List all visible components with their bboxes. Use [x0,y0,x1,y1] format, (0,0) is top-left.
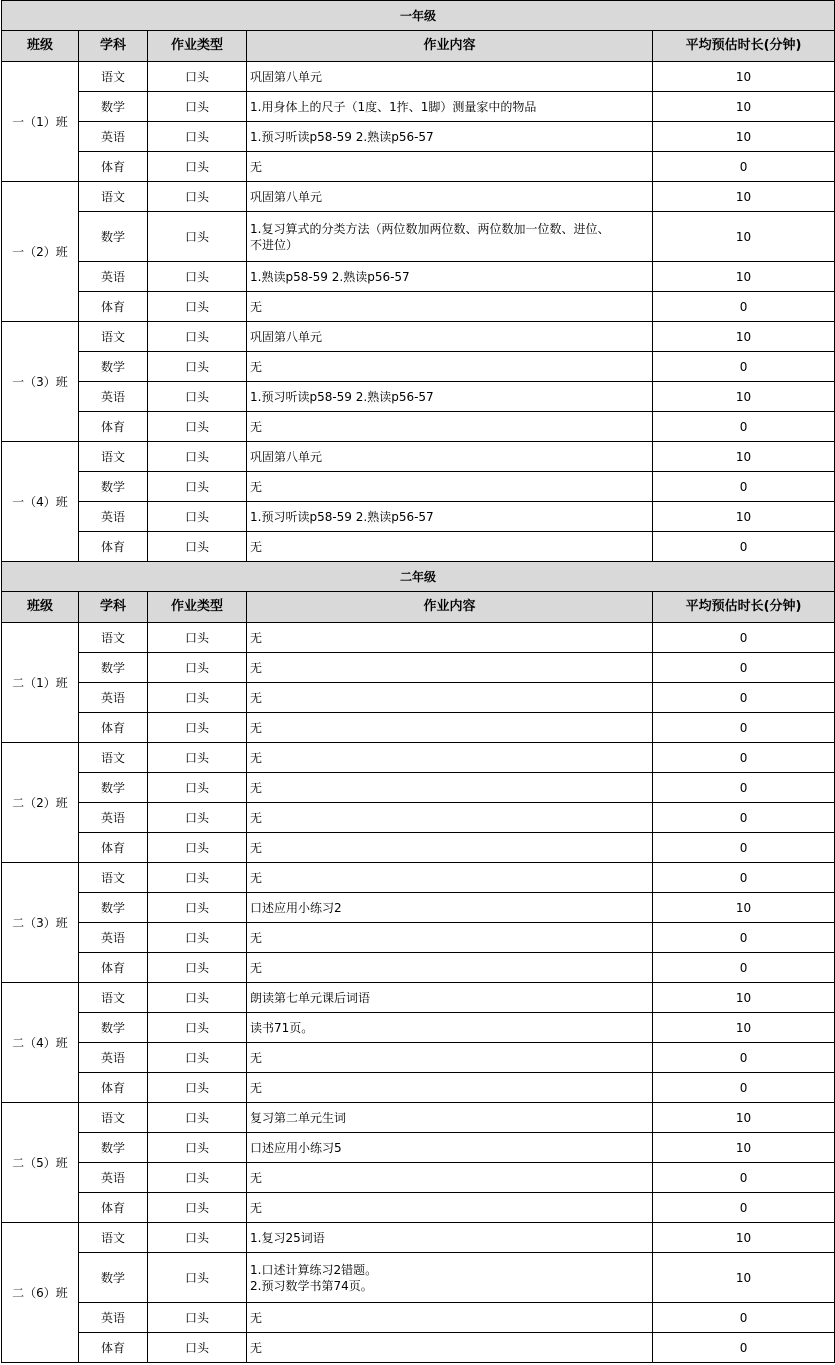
type-cell: 口头 [148,1163,247,1193]
class-name-cell: 二（5）班 [2,1103,79,1223]
content-line: 无 [250,810,263,825]
content-cell [247,1013,653,1043]
grade-title: 一年级 [2,1,835,31]
grade-title-row [2,562,835,592]
duration-cell: 0 [653,653,835,683]
subject-cell: 体育 [79,713,148,743]
table-row [2,743,835,773]
type-cell: 口头 [148,1303,247,1333]
homework-table-body [2,1,835,1363]
content-cell [247,182,653,212]
table-row [2,182,835,212]
table-row [2,382,835,412]
table-row [2,152,835,182]
content-line: 无 [250,539,263,554]
content-line: 无 [250,1170,263,1185]
table-row [2,122,835,152]
table-row [2,1073,835,1103]
duration-cell: 10 [653,322,835,352]
duration-cell: 10 [653,212,835,262]
table-row [2,532,835,562]
content-line: 无 [250,1050,263,1065]
type-cell: 口头 [148,953,247,983]
content-line: 巩固第八单元 [250,329,323,344]
content-cell [247,62,653,92]
table-row [2,683,835,713]
duration-cell: 0 [653,923,835,953]
content-cell [247,262,653,292]
content-cell [247,1253,653,1303]
content-cell [247,382,653,412]
type-cell: 口头 [148,472,247,502]
type-cell: 口头 [148,1013,247,1043]
subject-cell: 英语 [79,803,148,833]
class-name-cell: 二（2）班 [2,743,79,863]
duration-cell: 10 [653,1253,835,1303]
subject-cell: 数学 [79,92,148,122]
subject-cell: 语文 [79,863,148,893]
header-type: 作业类型 [148,31,247,62]
content-cell [247,1103,653,1133]
content-cell [247,923,653,953]
content-cell [247,773,653,803]
content-cell [247,122,653,152]
type-cell: 口头 [148,1103,247,1133]
type-cell: 口头 [148,713,247,743]
content-line: 1.复习25词语 [250,1230,325,1245]
content-cell [247,442,653,472]
duration-cell: 10 [653,1223,835,1253]
duration-cell: 10 [653,62,835,92]
content-line: 1.预习听读p58-59 2.熟读p56-57 [250,129,434,144]
type-cell: 口头 [148,382,247,412]
subject-cell: 语文 [79,442,148,472]
subject-cell: 数学 [79,352,148,382]
content-line: 朗读第七单元课后词语 [250,990,371,1005]
content-cell [247,623,653,653]
duration-cell: 0 [653,152,835,182]
content-line: 无 [250,630,263,645]
table-row [2,983,835,1013]
content-line: 无 [250,720,263,735]
duration-cell: 0 [653,623,835,653]
content-line: 2.预习数学书第74页。 [250,1278,373,1293]
content-line: 无 [250,930,263,945]
table-row [2,292,835,322]
duration-cell: 0 [653,1043,835,1073]
content-cell [247,502,653,532]
type-cell: 口头 [148,122,247,152]
subject-cell: 英语 [79,683,148,713]
duration-cell: 10 [653,983,835,1013]
table-row [2,1303,835,1333]
type-cell: 口头 [148,743,247,773]
subject-cell: 英语 [79,923,148,953]
class-name-cell: 二（3）班 [2,863,79,983]
duration-cell: 0 [653,773,835,803]
type-cell: 口头 [148,1333,247,1363]
content-cell [247,1163,653,1193]
table-row [2,502,835,532]
table-row [2,863,835,893]
type-cell: 口头 [148,212,247,262]
content-line: 复习第二单元生词 [250,1110,347,1125]
subject-cell: 体育 [79,1193,148,1223]
type-cell: 口头 [148,262,247,292]
subject-cell: 英语 [79,1043,148,1073]
table-row [2,893,835,923]
subject-cell: 数学 [79,773,148,803]
type-cell: 口头 [148,863,247,893]
table-row [2,212,835,262]
content-cell [247,292,653,322]
content-cell [247,893,653,923]
duration-cell: 0 [653,1193,835,1223]
grade-title-row [2,1,835,31]
type-cell: 口头 [148,1253,247,1303]
table-row [2,442,835,472]
content-cell [247,92,653,122]
content-line: 无 [250,690,263,705]
header-class: 班级 [2,31,79,62]
content-line: 口述应用小练习5 [250,1140,342,1155]
type-cell: 口头 [148,502,247,532]
content-cell [247,743,653,773]
column-header-row [2,592,835,623]
duration-cell: 0 [653,953,835,983]
header-subject: 学科 [79,592,148,623]
content-line: 无 [250,299,263,314]
table-row [2,1163,835,1193]
content-cell [247,532,653,562]
header-duration: 平均预估时长(分钟) [653,592,835,623]
subject-cell: 语文 [79,623,148,653]
content-line: 无 [250,870,263,885]
type-cell: 口头 [148,1133,247,1163]
header-content: 作业内容 [247,31,653,62]
duration-cell: 0 [653,803,835,833]
content-line: 1.预习听读p58-59 2.熟读p56-57 [250,389,434,404]
subject-cell: 语文 [79,743,148,773]
type-cell: 口头 [148,182,247,212]
type-cell: 口头 [148,623,247,653]
type-cell: 口头 [148,322,247,352]
subject-cell: 语文 [79,322,148,352]
duration-cell: 0 [653,683,835,713]
homework-table [1,0,835,1363]
class-name-cell: 二（4）班 [2,983,79,1103]
content-line: 1.用身体上的尺子（1度、1拃、1脚）测量家中的物品 [250,99,537,114]
subject-cell: 体育 [79,1333,148,1363]
type-cell: 口头 [148,412,247,442]
subject-cell: 体育 [79,1073,148,1103]
type-cell: 口头 [148,62,247,92]
duration-cell: 10 [653,1133,835,1163]
content-cell [247,1223,653,1253]
duration-cell: 0 [653,833,835,863]
header-subject: 学科 [79,31,148,62]
type-cell: 口头 [148,1193,247,1223]
grade-title: 二年级 [2,562,835,592]
header-type: 作业类型 [148,592,247,623]
table-row [2,1043,835,1073]
table-row [2,1223,835,1253]
table-row [2,713,835,743]
subject-cell: 体育 [79,953,148,983]
content-line: 无 [250,840,263,855]
content-line: 无 [250,479,263,494]
content-cell [247,1193,653,1223]
content-line: 无 [250,1340,263,1355]
table-row [2,1333,835,1363]
content-cell [247,683,653,713]
content-cell [247,212,653,262]
type-cell: 口头 [148,983,247,1013]
header-duration: 平均预估时长(分钟) [653,31,835,62]
subject-cell: 英语 [79,382,148,412]
duration-cell: 0 [653,292,835,322]
content-line: 巩固第八单元 [250,449,323,464]
subject-cell: 语文 [79,1223,148,1253]
duration-cell: 10 [653,92,835,122]
type-cell: 口头 [148,532,247,562]
table-row [2,803,835,833]
subject-cell: 数学 [79,1133,148,1163]
table-row [2,833,835,863]
column-header-row [2,31,835,62]
subject-cell: 英语 [79,122,148,152]
subject-cell: 数学 [79,1253,148,1303]
type-cell: 口头 [148,152,247,182]
type-cell: 口头 [148,292,247,322]
table-row [2,623,835,653]
table-row [2,1103,835,1133]
duration-cell: 10 [653,1103,835,1133]
table-row [2,412,835,442]
duration-cell: 10 [653,262,835,292]
duration-cell: 0 [653,532,835,562]
content-line: 无 [250,1200,263,1215]
duration-cell: 10 [653,122,835,152]
class-name-cell: 一（2）班 [2,182,79,322]
type-cell: 口头 [148,923,247,953]
type-cell: 口头 [148,352,247,382]
content-line: 无 [250,419,263,434]
type-cell: 口头 [148,442,247,472]
content-cell [247,322,653,352]
content-cell [247,472,653,502]
type-cell: 口头 [148,773,247,803]
subject-cell: 数学 [79,1013,148,1043]
subject-cell: 体育 [79,412,148,442]
subject-cell: 体育 [79,292,148,322]
duration-cell: 0 [653,472,835,502]
subject-cell: 英语 [79,502,148,532]
content-line: 无 [250,359,263,374]
table-row [2,1193,835,1223]
content-cell [247,352,653,382]
duration-cell: 10 [653,502,835,532]
content-cell [247,152,653,182]
content-cell [247,1333,653,1363]
content-line: 1.预习听读p58-59 2.熟读p56-57 [250,509,434,524]
type-cell: 口头 [148,803,247,833]
duration-cell: 0 [653,1333,835,1363]
subject-cell: 语文 [79,983,148,1013]
content-line: 1.口述计算练习2错题。 [250,1262,378,1277]
content-line: 巩固第八单元 [250,189,323,204]
type-cell: 口头 [148,1043,247,1073]
content-cell [247,863,653,893]
content-line: 无 [250,660,263,675]
duration-cell: 10 [653,442,835,472]
table-row [2,472,835,502]
type-cell: 口头 [148,833,247,863]
table-row [2,953,835,983]
content-cell [247,713,653,743]
duration-cell: 0 [653,352,835,382]
duration-cell: 10 [653,893,835,923]
duration-cell: 0 [653,1073,835,1103]
content-line: 1.熟读p58-59 2.熟读p56-57 [250,269,410,284]
type-cell: 口头 [148,653,247,683]
content-line: 口述应用小练习2 [250,900,342,915]
content-cell [247,983,653,1013]
subject-cell: 英语 [79,262,148,292]
duration-cell: 10 [653,182,835,212]
table-row [2,773,835,803]
type-cell: 口头 [148,92,247,122]
type-cell: 口头 [148,893,247,923]
class-name-cell: 二（1）班 [2,623,79,743]
content-line: 读书71页。 [250,1020,314,1035]
subject-cell: 体育 [79,532,148,562]
duration-cell: 10 [653,1013,835,1043]
header-content: 作业内容 [247,592,653,623]
duration-cell: 0 [653,863,835,893]
content-line: 1.复习算式的分类方法（两位数加两位数、两位数加一位数、进位、 [250,221,610,236]
duration-cell: 0 [653,743,835,773]
table-row [2,1013,835,1043]
content-line: 巩固第八单元 [250,69,323,84]
table-row [2,1133,835,1163]
subject-cell: 英语 [79,1163,148,1193]
content-cell [247,412,653,442]
content-line: 无 [250,780,263,795]
header-class: 班级 [2,592,79,623]
table-row [2,322,835,352]
duration-cell: 0 [653,713,835,743]
table-row [2,1253,835,1303]
content-line: 无 [250,1080,263,1095]
type-cell: 口头 [148,1223,247,1253]
content-cell [247,1133,653,1163]
content-line: 无 [250,960,263,975]
subject-cell: 数学 [79,653,148,683]
class-name-cell: 二（6）班 [2,1223,79,1363]
duration-cell: 10 [653,382,835,412]
duration-cell: 0 [653,1303,835,1333]
type-cell: 口头 [148,1073,247,1103]
content-cell [247,1043,653,1073]
table-row [2,352,835,382]
content-line: 不进位） [250,237,299,252]
content-cell [247,653,653,683]
subject-cell: 语文 [79,182,148,212]
class-name-cell: 一（4）班 [2,442,79,562]
class-name-cell: 一（3）班 [2,322,79,442]
subject-cell: 数学 [79,893,148,923]
content-cell [247,953,653,983]
subject-cell: 语文 [79,1103,148,1133]
table-row [2,62,835,92]
table-row [2,923,835,953]
content-cell [247,1073,653,1103]
class-name-cell: 一（1）班 [2,62,79,182]
table-row [2,262,835,292]
type-cell: 口头 [148,683,247,713]
content-line: 无 [250,1310,263,1325]
content-line: 无 [250,750,263,765]
table-row [2,653,835,683]
subject-cell: 数学 [79,472,148,502]
subject-cell: 英语 [79,1303,148,1333]
table-row [2,92,835,122]
content-cell [247,833,653,863]
subject-cell: 数学 [79,212,148,262]
subject-cell: 体育 [79,833,148,863]
subject-cell: 语文 [79,62,148,92]
content-cell [247,803,653,833]
duration-cell: 0 [653,412,835,442]
content-cell [247,1303,653,1333]
duration-cell: 0 [653,1163,835,1193]
subject-cell: 体育 [79,152,148,182]
content-line: 无 [250,159,263,174]
